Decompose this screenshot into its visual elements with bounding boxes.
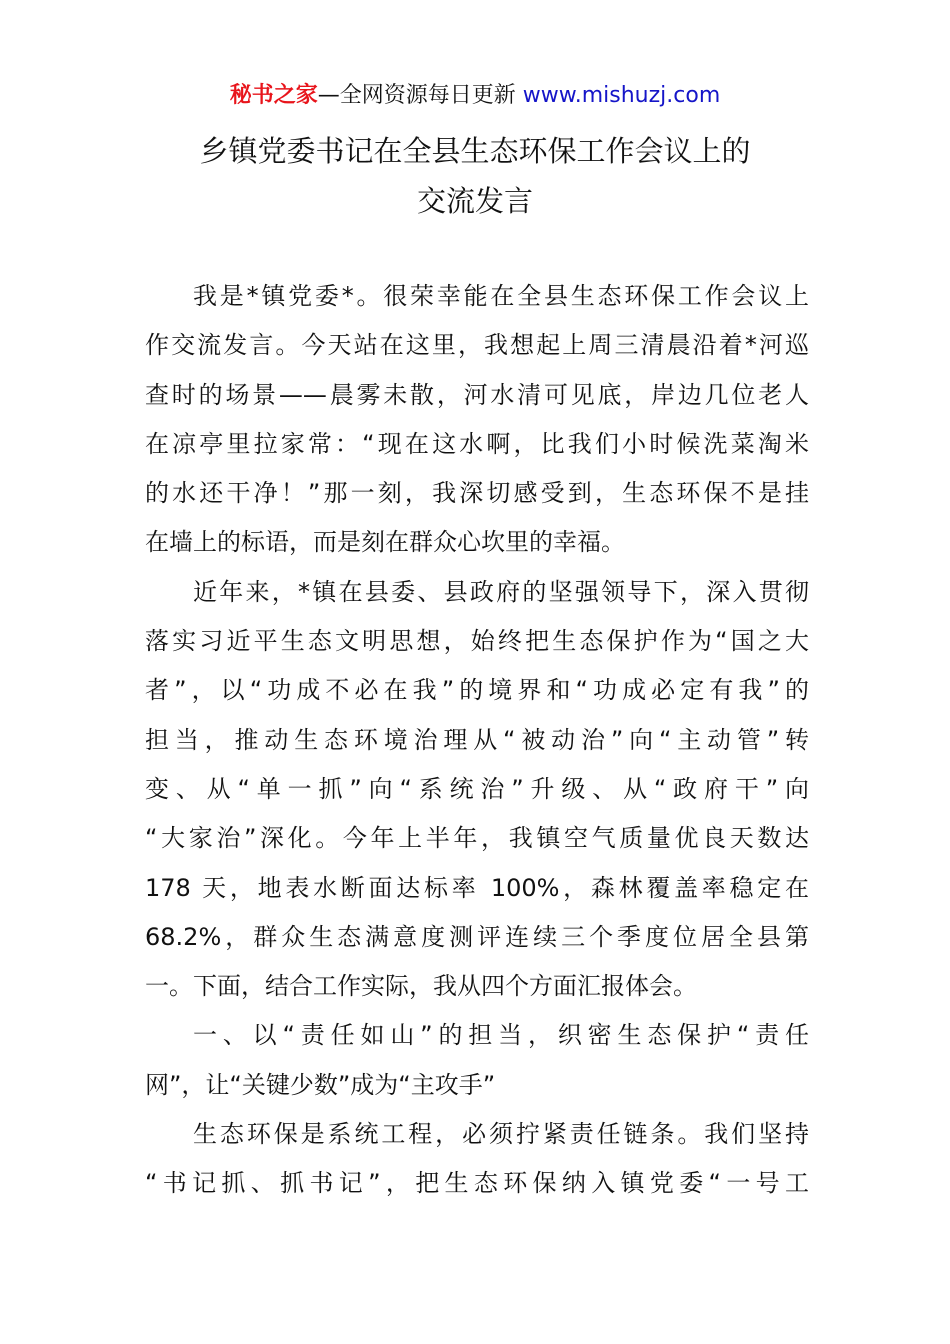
section-heading-line: 网”，让“关键少数”成为“主攻手”	[145, 1070, 496, 1099]
text-line: “书记抓、抓书记”，把生态环保纳入镇党委“一号工	[145, 1169, 809, 1198]
document-title	[0, 126, 950, 226]
text-line: 查时的场景——晨雾未散，河水清可见底，岸边几位老人	[145, 380, 809, 409]
text-line: 的水还干净！”那一刻，我深切感受到，生态环保不是挂	[145, 479, 809, 508]
text-line: “大家治”深化。今年上半年，我镇空气质量优良天数达	[145, 824, 809, 853]
text-line: 作交流发言。今天站在这里，我想起上周三清晨沿着*河巡	[145, 331, 809, 360]
title-line-1: 乡镇党委书记在全县生态环保工作会议上的	[199, 134, 751, 168]
site-url-link[interactable]: www.mishuzj.com	[522, 83, 721, 108]
text-line: 在凉亭里拉家常：“现在这水啊，比我们小时候洗菜淘米	[145, 429, 809, 458]
text-line: 者”，以“功成不必在我”的境界和“功成必定有我”的	[145, 676, 809, 705]
text-line: 68.2%，群众生态满意度测评连续三个季度位居全县第	[145, 922, 809, 951]
text-line: 担当，推动生态环境治理从“被动治”向“主动管”转	[145, 725, 809, 754]
document-body	[145, 272, 809, 1209]
header-tagline: —全网资源每日更新	[317, 83, 516, 108]
text-line: 在墙上的标语，而是刻在群众心坎里的幸福。	[145, 528, 625, 557]
text-line: 生态环保是系统工程，必须拧紧责任链条。我们坚持	[193, 1120, 809, 1149]
text-line: 178 天，地表水断面达标率 100%，森林覆盖率稳定在	[145, 873, 809, 902]
text-line: 落实习近平生态文明思想，始终把生态保护作为“国之大	[145, 627, 809, 656]
text-line: 变、从“单一抓”向“系统治”升级、从“政府干”向	[145, 774, 809, 803]
text-line: 我是*镇党委*。很荣幸能在全县生态环保工作会议上	[193, 282, 809, 310]
section-heading-line: 一、以“责任如山”的担当，织密生态保护“责任	[193, 1021, 809, 1050]
text-line: 一。下面，结合工作实际，我从四个方面汇报体会。	[145, 972, 697, 1001]
title-line-2: 交流发言	[416, 184, 533, 218]
brand-name: 秘书之家	[229, 83, 318, 108]
text-line: 近年来，*镇在县委、县政府的坚强领导下，深入贯彻	[193, 577, 809, 606]
site-header	[0, 80, 950, 112]
